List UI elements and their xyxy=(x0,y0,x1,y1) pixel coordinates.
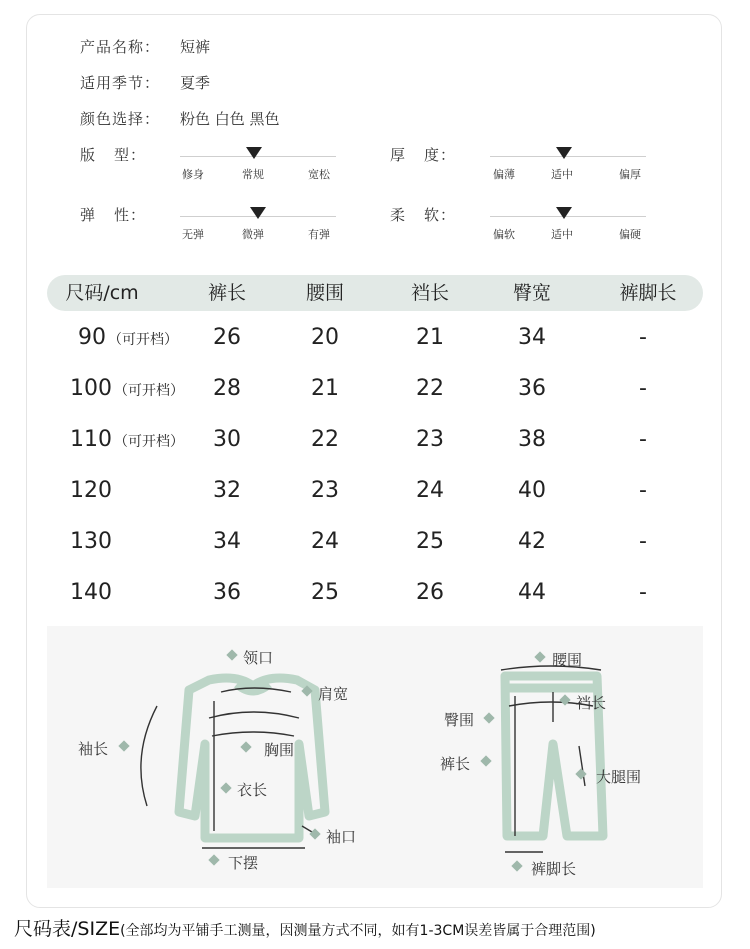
thickness-label-b: 度： xyxy=(424,146,457,164)
softness-scale xyxy=(390,204,710,250)
pants-length-cell: 34 xyxy=(213,529,241,554)
elasticity-option-3: 有弹 xyxy=(308,228,330,241)
rise-cell: 26 xyxy=(416,580,444,605)
waist-cell: 20 xyxy=(311,325,339,350)
size-cell xyxy=(70,415,184,465)
elasticity-label-a: 弹 xyxy=(80,206,97,224)
rise-cell: 21 xyxy=(416,325,444,350)
size-value: 90 xyxy=(78,325,106,350)
elasticity-label-b: 性： xyxy=(114,206,147,224)
waist-cell: 22 xyxy=(311,427,339,452)
size-cell xyxy=(70,568,112,618)
label-collar: 领口 xyxy=(243,649,274,667)
header-waist: 腰围 xyxy=(305,282,344,304)
pants-length-cell: 30 xyxy=(213,427,241,452)
hip-cell: 36 xyxy=(518,376,546,401)
table-row xyxy=(0,568,750,618)
leg-opening-cell: - xyxy=(639,427,647,452)
product-name-label: 产品名称： xyxy=(80,38,161,56)
jacket-outline xyxy=(179,678,325,838)
hip-cell: 44 xyxy=(518,580,546,605)
hip-cell: 40 xyxy=(518,478,546,503)
table-row xyxy=(0,415,750,465)
rise-cell: 23 xyxy=(416,427,444,452)
label-leg-opening: 裤脚长 xyxy=(531,860,577,878)
fit-option-2: 常规 xyxy=(242,168,264,181)
garment-illustration xyxy=(47,626,703,888)
size-note: （可开档） xyxy=(108,332,178,348)
size-note: （可开档） xyxy=(114,434,184,450)
table-row xyxy=(0,364,750,414)
color-value: 粉色 白色 黑色 xyxy=(180,110,280,128)
product-name-value: 短裤 xyxy=(180,38,211,56)
thickness-option-1: 偏薄 xyxy=(493,168,515,181)
table-row xyxy=(0,313,750,363)
label-hem: 下摆 xyxy=(228,854,259,872)
label-length: 衣长 xyxy=(237,781,268,799)
color-label: 颜色选择： xyxy=(80,110,161,128)
season-row xyxy=(80,72,210,93)
rise-cell: 24 xyxy=(416,478,444,503)
waist-cell: 21 xyxy=(311,376,339,401)
header-pants-length: 裤长 xyxy=(207,282,246,304)
hip-cell: 34 xyxy=(518,325,546,350)
hip-cell: 38 xyxy=(518,427,546,452)
softness-option-2: 适中 xyxy=(551,228,573,241)
product-name-row xyxy=(80,36,210,57)
label-pants-length: 裤长 xyxy=(440,755,471,773)
label-rise: 裆长 xyxy=(576,694,607,712)
footer-title: 尺码表/SIZE xyxy=(14,918,121,940)
fit-option-3: 宽松 xyxy=(308,168,330,181)
fit-option-1: 修身 xyxy=(182,168,204,181)
waist-cell: 24 xyxy=(311,529,339,554)
header-size: 尺码/cm xyxy=(65,282,139,304)
rise-cell: 25 xyxy=(416,529,444,554)
season-label: 适用季节： xyxy=(80,74,161,92)
label-cuff: 袖口 xyxy=(326,828,357,846)
size-note: （可开档） xyxy=(114,383,184,399)
elasticity-option-1: 无弹 xyxy=(182,228,204,241)
size-chart-footer xyxy=(14,914,596,941)
leg-opening-cell: - xyxy=(639,325,647,350)
elasticity-scale xyxy=(80,204,400,250)
thickness-option-3: 偏厚 xyxy=(619,168,641,181)
softness-label-b: 软： xyxy=(424,206,457,224)
fit-label-a: 版 xyxy=(80,146,97,164)
fit-scale xyxy=(80,144,400,190)
header-rise: 裆长 xyxy=(410,282,449,304)
softness-selected-marker xyxy=(556,207,572,219)
footer-note: (全部均为平铺手工测量，因测量方式不同，如有1-3CM误差皆属于合理范围) xyxy=(120,923,596,939)
thickness-scale xyxy=(390,144,710,190)
size-cell xyxy=(78,313,178,363)
size-value: 100 xyxy=(70,376,112,401)
softness-option-1: 偏软 xyxy=(493,228,515,241)
leg-opening-cell: - xyxy=(639,529,647,554)
softness-option-3: 偏硬 xyxy=(619,228,641,241)
leg-opening-cell: - xyxy=(639,580,647,605)
waist-cell: 23 xyxy=(311,478,339,503)
label-hip: 臀围 xyxy=(444,711,475,729)
season-value: 夏季 xyxy=(180,74,211,92)
pants-length-cell: 32 xyxy=(213,478,241,503)
pants-length-cell: 28 xyxy=(213,376,241,401)
size-cell xyxy=(70,364,184,414)
pants-length-cell: 26 xyxy=(213,325,241,350)
thickness-option-2: 适中 xyxy=(551,168,573,181)
thickness-label-a: 厚 xyxy=(390,146,407,164)
measurement-diagram xyxy=(47,626,703,888)
label-thigh: 大腿围 xyxy=(596,768,642,786)
size-cell xyxy=(70,517,112,567)
hip-cell: 42 xyxy=(518,529,546,554)
label-waist: 腰围 xyxy=(552,651,583,669)
pants-length-cell: 36 xyxy=(213,580,241,605)
fit-label-b: 型： xyxy=(114,146,147,164)
header-hip: 臀宽 xyxy=(512,282,551,304)
jacket-measure-lines xyxy=(141,688,312,848)
size-value: 140 xyxy=(70,580,112,605)
label-shoulder: 肩宽 xyxy=(318,685,349,703)
thickness-selected-marker xyxy=(556,147,572,159)
leg-opening-cell: - xyxy=(639,376,647,401)
table-row xyxy=(0,517,750,567)
header-leg-opening: 裤脚长 xyxy=(619,282,677,304)
size-value: 130 xyxy=(70,529,112,554)
color-row xyxy=(80,108,280,129)
size-value: 120 xyxy=(70,478,112,503)
label-chest: 胸围 xyxy=(264,741,295,759)
waist-cell: 25 xyxy=(311,580,339,605)
rise-cell: 22 xyxy=(416,376,444,401)
fit-selected-marker xyxy=(246,147,262,159)
leg-opening-cell: - xyxy=(639,478,647,503)
elasticity-option-2: 微弹 xyxy=(242,228,264,241)
label-sleeve: 袖长 xyxy=(78,740,109,758)
size-table-header xyxy=(47,275,703,311)
size-cell xyxy=(70,466,112,516)
elasticity-selected-marker xyxy=(250,207,266,219)
softness-label-a: 柔 xyxy=(390,206,407,224)
table-row xyxy=(0,466,750,516)
size-value: 110 xyxy=(70,427,112,452)
